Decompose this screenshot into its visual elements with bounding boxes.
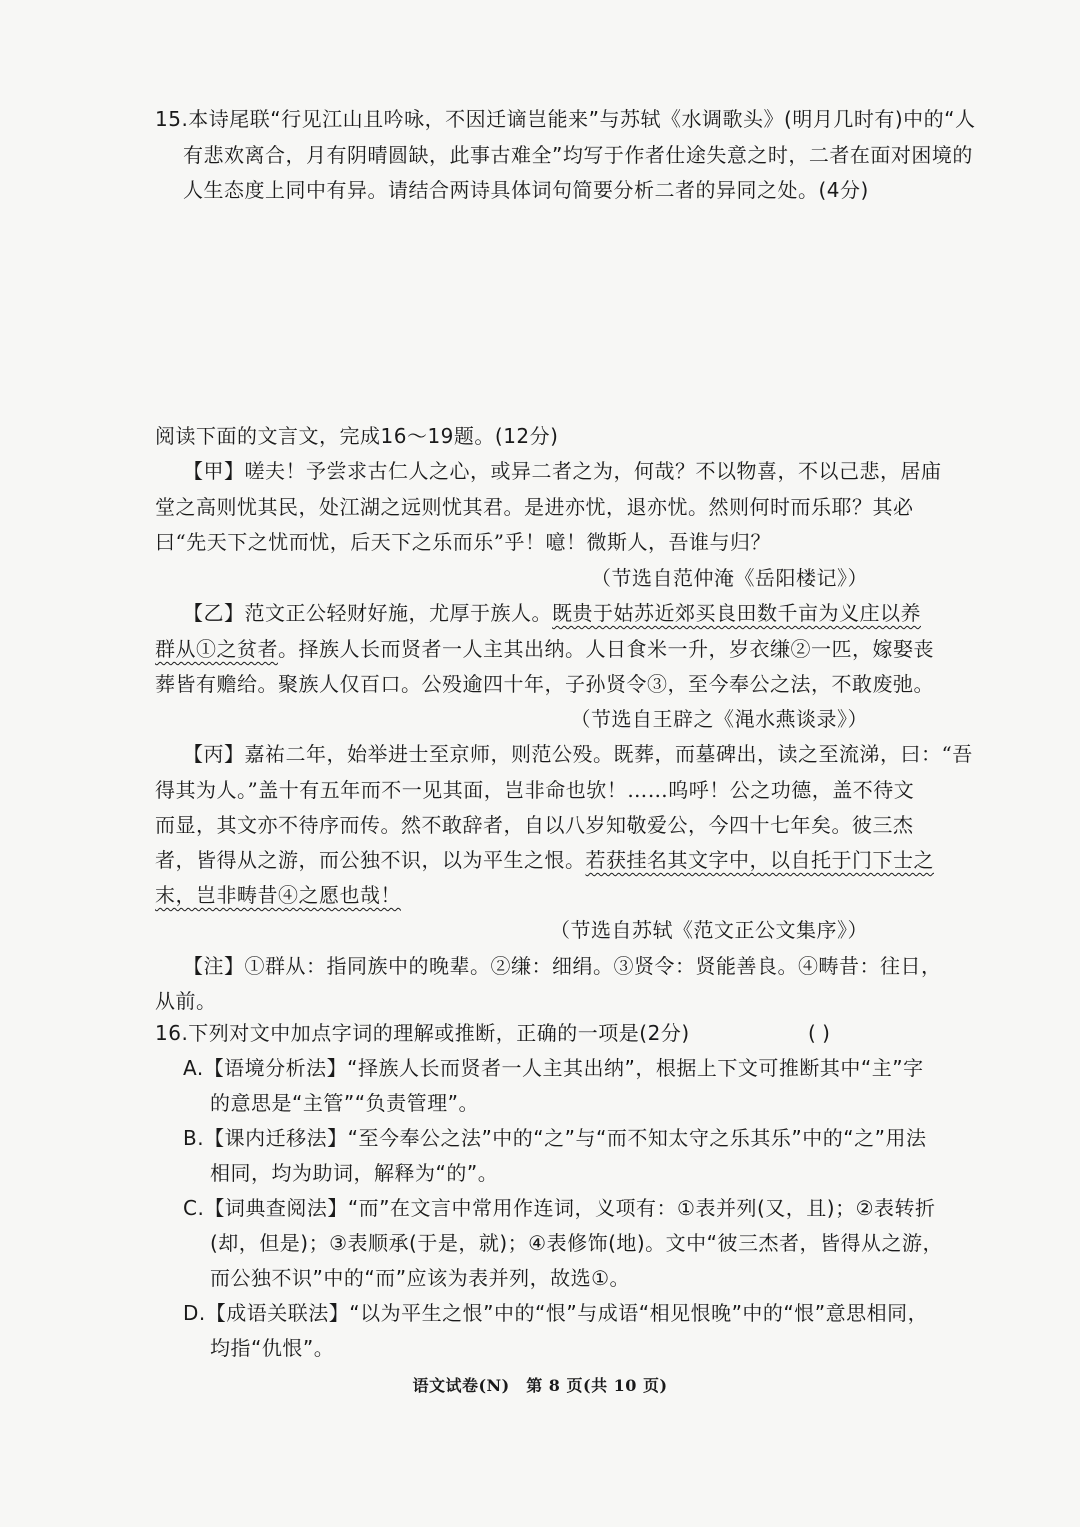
bing-line-2: 得其为人。”盖十有五年而不一见其面，岂非命也欤！……呜呼！公之功德，盖不待文 [155, 778, 915, 802]
bing-source: （节选自苏轼《范文正公文集序》） [550, 918, 868, 942]
bing-line-4 [155, 847, 934, 873]
q16-option-c-2: (却，但是)；③表顺承(于是，就)；④表修饰(地)。文中“彼三杰者，皆得从之游， [210, 1231, 944, 1255]
q15-line-2: 有悲欢离合，月有阴晴圆缺，此事古难全”均写于作者仕途失意之时，二者在面对困境的 [183, 143, 973, 167]
yi-line-1 [183, 600, 921, 626]
notes-line-2: 从前。 [155, 989, 217, 1013]
yi-line-1-plain: 【乙】范文正公轻财好施，尤厚于族人。 [183, 601, 552, 625]
answer-bracket: ( ) [808, 1021, 830, 1045]
yi-line-3: 葬皆有赡给。聚族人仅百口。公殁逾四十年，子孙贤令③，至今奉公之法，不敢废弛。 [155, 672, 934, 696]
reading-intro: 阅读下面的文言文，完成16～19题。(12分) [155, 424, 559, 448]
q15-line-3: 人生态度上同中有异。请结合两诗具体词句简要分析二者的异同之处。(4分) [183, 178, 869, 202]
jia-source: （节选自范仲淹《岳阳楼记》） [591, 566, 868, 590]
bing-line-3: 而显，其文亦不待序而传。然不敢辞者，自以八岁知敬爱公，今四十七年矣。彼三杰 [155, 813, 914, 837]
yi-source: （节选自王辟之《渑水燕谈录》） [570, 707, 868, 731]
q16-option-b-1: B.【课内迁移法】“至今奉公之法”中的“之”与“而不知太守之乐其乐”中的“之”用法 [183, 1126, 927, 1150]
yi-line-2 [155, 636, 934, 662]
q16-option-d-1: D.【成语关联法】“以为平生之恨”中的“恨”与成语“相见恨晚”中的“恨”意思相同， [183, 1301, 929, 1325]
yi-underlined-2: 群从①之贫者 [155, 637, 278, 661]
yi-underlined-1: 既贵于姑苏近郊买良田数千亩为义庄以养 [552, 601, 921, 625]
q16-stem: 16.下列对文中加点字词的理解或推断，正确的一项是(2分) [155, 1021, 690, 1045]
q16-option-c-1: C.【词典查阅法】“而”在文言中常用作连词，义项有：①表并列(又，且)；②表转折 [183, 1196, 936, 1220]
yi-line-2-plain: 。择族人长而贤者一人主其出纳。人日食米一升，岁衣缣②一匹，嫁娶丧 [278, 637, 934, 661]
q16-option-b-2: 相同，均为助词，解释为“的”。 [210, 1161, 499, 1185]
notes-line-1: 【注】①群从：指同族中的晚辈。②缣：细绢。③贤令：贤能善良。④畴昔：往日， [183, 954, 942, 978]
bing-line-5 [155, 882, 401, 908]
q16-option-c-3: 而公独不识”中的“而”应该为表并列，故选①。 [210, 1266, 631, 1290]
q16-option-a-2: 的意思是“主管”“负责管理”。 [210, 1091, 479, 1115]
q15-line-1: 15.本诗尾联“行见江山且吟咏，不因迁谪岂能来”与苏轼《水调歌头》(明月几时有)中的“人 [155, 107, 976, 131]
jia-line-1: 【甲】嗟夫！予尝求古仁人之心，或异二者之为，何哉？不以物喜，不以己悲，居庙 [183, 459, 942, 483]
bing-line-1: 【丙】嘉祐二年，始举进士至京师，则范公殁。既葬，而墓碑出，读之至流涕，曰：“吾 [183, 742, 973, 766]
jia-line-2: 堂之高则忧其民，处江湖之远则忧其君。是进亦忧，退亦忧。然则何时而乐耶？其必 [155, 495, 914, 519]
bing-underlined-2: 末，岂非畴昔④之愿也哉！ [155, 883, 401, 907]
q16-option-d-2: 均指“仇恨”。 [210, 1336, 335, 1360]
jia-line-3: 曰“先天下之忧而忧，后天下之乐而乐”乎！噫！微斯人，吾谁与归？ [155, 530, 771, 554]
page-footer: 语文试卷(N) 第 8 页(共 10 页) [412, 1376, 668, 1395]
bing-line-4-plain: 者，皆得从之游，而公独不识，以为平生之恨。 [155, 848, 586, 872]
bing-underlined-1: 若获挂名其文字中，以自托于门下士之 [585, 848, 934, 872]
q16-option-a-1: A.【语境分析法】“择族人长而贤者一人主其出纳”，根据上下文可推断其中“主”字 [183, 1056, 924, 1080]
